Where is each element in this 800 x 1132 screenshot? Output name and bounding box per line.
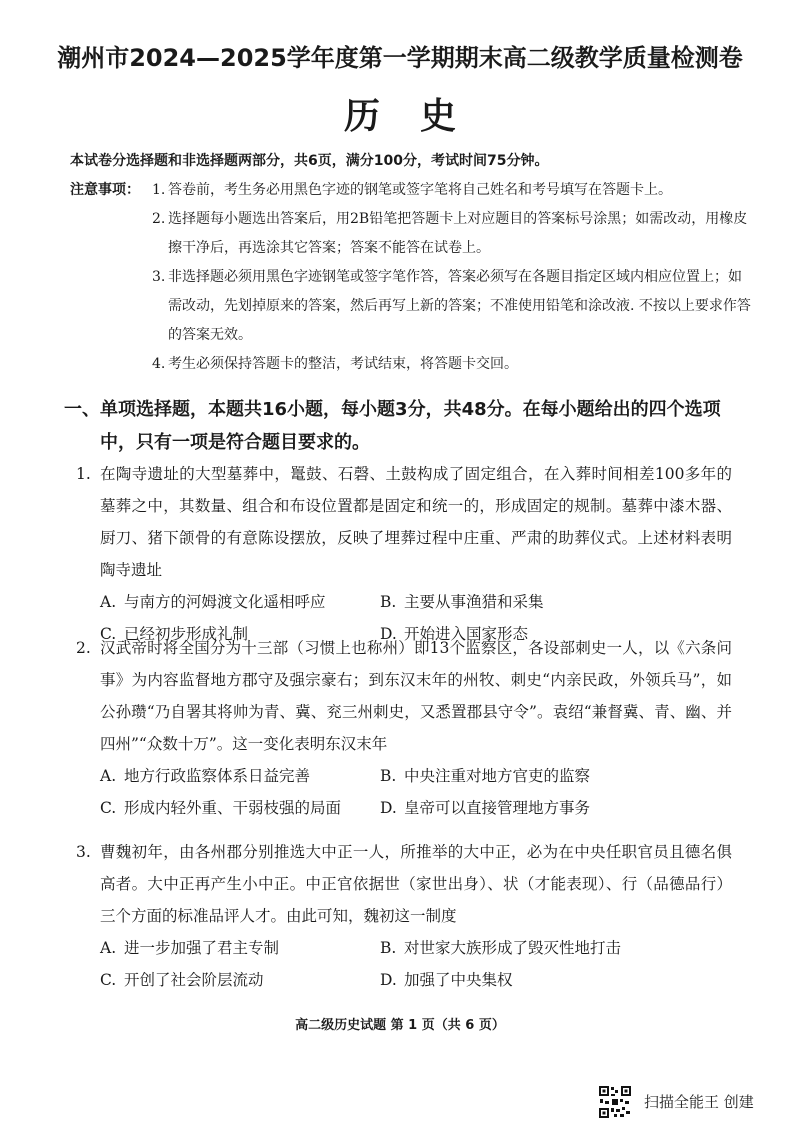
section-heading (64, 393, 754, 459)
option-d: D. 加强了中央集权 (380, 971, 513, 989)
note-number: 1. (152, 182, 166, 198)
notes-label: 注意事项： (70, 182, 140, 198)
question-text: 汉武帝时将全国分为十三部（习惯上也称州）即13个监察区，各设部刺史一人，以《六条问事》为内容监督地方郡守及强宗豪右；到东汉末年的州牧、刺史“内亲民政，外领兵马”，如公孙瓒“乃自署其将帅为青、冀、兖三州刺史，又悉置郡县守令”。袁绍“兼督冀、青、幽、并四州”“众数十万”。这一变化表明东汉末年 (100, 639, 732, 753)
question-number: 3. (76, 843, 91, 861)
option-text: 开始进入国家形态 (404, 625, 529, 643)
subject-char-2: 史 (420, 96, 457, 137)
question-number: 2. (76, 639, 91, 657)
option-a: A. 与南方的河姆渡文化遥相呼应 (100, 593, 326, 611)
question-1 (76, 458, 732, 650)
question-3 (76, 836, 732, 996)
option-a: A. 进一步加强了君主专制 (100, 939, 280, 957)
section-heading-line1: 一、单项选择题，本题共16小题，每小题3分，共48分。在每小题给出的四个选项 (64, 399, 721, 420)
option-d: D. 开始进入国家形态 (380, 625, 529, 643)
option-text: 中央注重对地方官吏的监察 (404, 767, 591, 785)
options (100, 760, 732, 824)
note-text: 选择题每小题选出答案后，用2B铅笔把答题卡上对应题目的答案标号涂黑；如需改动，用橡皮擦干净后，再选涂其它答案；答案不能答在试卷上。 (168, 211, 748, 256)
option-text: 进一步加强了君主专制 (124, 939, 280, 957)
note-text: 答卷前，考生务必用黑色字迹的钢笔或签字笔将自己姓名和考号填写在答题卡上。 (168, 182, 672, 198)
note-number: 3. (152, 269, 166, 285)
note-item (152, 350, 752, 379)
scanner-brand: 扫描全能王 创建 (644, 1093, 754, 1111)
section-heading-line2: 中，只有一项是符合题目要求的。 (100, 432, 370, 453)
note-item (152, 176, 752, 205)
option-d: D. 皇帝可以直接管理地方事务 (380, 799, 591, 817)
note-item (152, 205, 752, 263)
exam-info: 本试卷分选择题和非选择题两部分，共6页，满分100分，考试时间75分钟。 (70, 153, 549, 169)
option-text: 形成内轻外重、干弱枝强的局面 (124, 799, 342, 817)
subject-heading (0, 88, 800, 139)
option-a: A. 地方行政监察体系日益完善 (100, 767, 311, 785)
exam-title: 潮州市2024—2025学年度第一学期期末高二级教学质量检测卷 (57, 44, 743, 72)
question-text: 在陶寺遗址的大型墓葬中，鼍鼓、石磬、土鼓构成了固定组合，在入葬时间相差100多年的墓葬之中，其数量、组合和布设位置都是固定和统一的，形成固定的规制。墓葬中漆木器、厨刀、猪下颌骨的有意陈设摆放，反映了埋葬过程中庄重、严肃的助葬仪式。上述材料表明陶寺遗址 (100, 465, 732, 579)
option-text: 皇帝可以直接管理地方事务 (404, 799, 591, 817)
option-c: C. 已经初步形成礼制 (100, 625, 249, 643)
note-item (152, 263, 752, 350)
note-text: 非选择题必须用黑色字迹钢笔或签字笔作答，答案必须写在各题目指定区域内相应位置上；如需改动，先划掉原来的答案，然后再写上新的答案；不准使用铅笔和涂改液. 不按以上要求作答的答案无效。 (168, 269, 751, 343)
question-stem (76, 836, 732, 932)
subject-char-1: 历 (343, 96, 380, 137)
option-text: 加强了中央集权 (404, 971, 513, 989)
option-c: C. 形成内轻外重、干弱枝强的局面 (100, 799, 342, 817)
question-text: 曹魏初年，由各州郡分别推选大中正一人，所推举的大中正，必为在中央任职官员且德名俱高者。大中正再产生小中正。中正官依据世（家世出身）、状（才能表现）、行（品德品行）三个方面的标准品评人才。由此可知，魏初这一制度 (100, 843, 732, 925)
note-text: 考生必须保持答题卡的整洁，考试结束，将答题卡交回。 (168, 356, 518, 372)
question-stem (76, 632, 732, 760)
option-text: 主要从事渔猎和采集 (404, 593, 544, 611)
question-2 (76, 632, 732, 824)
notes-list (152, 176, 752, 379)
question-number: 1. (76, 465, 91, 483)
option-b: B. 主要从事渔猎和采集 (380, 593, 544, 611)
option-text: 已经初步形成礼制 (124, 625, 249, 643)
option-b: B. 中央注重对地方官吏的监察 (380, 767, 591, 785)
option-text: 开创了社会阶层流动 (124, 971, 264, 989)
option-text: 与南方的河姆渡文化遥相呼应 (124, 593, 326, 611)
option-text: 地方行政监察体系日益完善 (124, 767, 311, 785)
option-b: B. 对世家大族形成了毁灭性地打击 (380, 939, 622, 957)
option-text: 对世家大族形成了毁灭性地打击 (404, 939, 622, 957)
note-number: 4. (152, 356, 166, 372)
page-footer: 高二级历史试题 第 1 页（共 6 页） (295, 1018, 505, 1033)
option-c: C. 开创了社会阶层流动 (100, 971, 264, 989)
question-stem (76, 458, 732, 586)
options (100, 932, 732, 996)
qr-code-icon (598, 1085, 632, 1119)
note-number: 2. (152, 211, 166, 227)
